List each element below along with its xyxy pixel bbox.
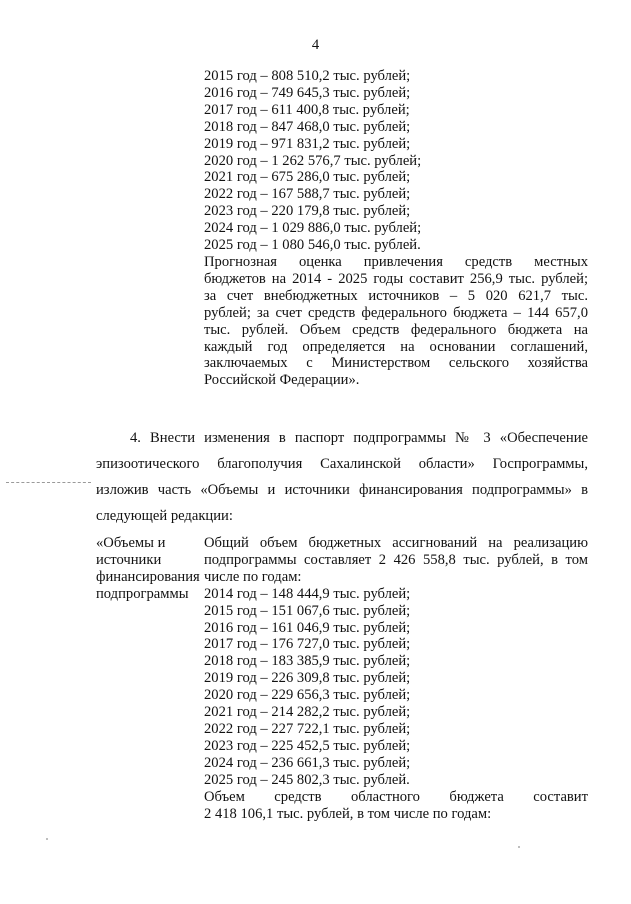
scan-dash-mark <box>6 482 91 483</box>
label-line: подпрограммы <box>96 585 189 602</box>
funding-years-block-b <box>204 535 588 822</box>
funding-years-block-a <box>204 68 588 389</box>
year-line: 2014 год – 148 444,9 тыс. рублей; <box>204 585 411 602</box>
year-line: 2023 год – 220 179,8 тыс. рублей; <box>204 203 411 220</box>
section-4-paragraph <box>96 425 588 529</box>
year-line: 2020 год – 229 656,3 тыс. рублей; <box>204 687 411 704</box>
year-line: 2022 год – 227 722,1 тыс. рублей; <box>204 720 411 737</box>
scan-speck <box>46 838 48 840</box>
intro-line: числе по годам: <box>204 568 302 585</box>
forecast-line: рублей; за счет средств федерального бюджета – 144 657,0 <box>204 304 588 321</box>
funding-label-column <box>96 535 206 603</box>
section-4-line: изложив часть «Объемы и источники финансирования подпрограммы» в <box>96 482 588 498</box>
forecast-line: заключаемых с Министерством сельского хозяйства <box>204 355 588 372</box>
year-line: 2019 год – 226 309,8 тыс. рублей; <box>204 670 411 687</box>
year-line: 2024 год – 236 661,3 тыс. рублей; <box>204 754 411 771</box>
forecast-line: каждый год определяется на основании соглашений, <box>204 338 588 355</box>
year-line: 2018 год – 847 468,0 тыс. рублей; <box>204 118 411 135</box>
year-line: 2025 год – 1 080 546,0 тыс. рублей. <box>204 237 421 254</box>
year-line: 2017 год – 611 400,8 тыс. рублей; <box>204 101 410 118</box>
forecast-line: за счет внебюджетных источников – 5 020 621,7 тыс. <box>204 287 588 304</box>
regional-line: Объем средств областного бюджета составит <box>204 788 588 805</box>
year-line: 2015 год – 808 510,2 тыс. рублей; <box>204 68 411 84</box>
year-line: 2023 год – 225 452,5 тыс. рублей; <box>204 737 411 754</box>
forecast-line: тыс. рублей. Объем средств федерального бюджета на <box>204 321 588 338</box>
forecast-line: бюджетов на 2014 - 2025 годы составит 256,9 тыс. рублей; <box>204 270 588 287</box>
forecast-line: Российской Федерации». <box>204 372 360 389</box>
intro-line: Общий объем бюджетных ассигнований на реализацию <box>204 535 588 551</box>
forecast-line: Прогнозная оценка привлечения средств местных <box>204 253 588 270</box>
year-line: 2018 год – 183 385,9 тыс. рублей; <box>204 653 411 670</box>
page-number: 4 <box>311 37 320 53</box>
section-4-line: эпизоотического благополучия Сахалинской области» Госпрограммы, <box>96 456 588 472</box>
year-line: 2015 год – 151 067,6 тыс. рублей; <box>204 602 411 619</box>
year-line: 2022 год – 167 588,7 тыс. рублей; <box>204 186 411 203</box>
scan-speck <box>518 846 520 848</box>
year-line: 2025 год – 245 802,3 тыс. рублей. <box>204 771 410 788</box>
year-line: 2024 год – 1 029 886,0 тыс. рублей; <box>204 220 422 237</box>
section-4-line: 4. Внести изменения в паспорт подпрограммы № 3 «Обеспечение <box>130 430 588 446</box>
year-line: 2019 год – 971 831,2 тыс. рублей; <box>204 135 411 152</box>
year-line: 2016 год – 161 046,9 тыс. рублей; <box>204 619 411 636</box>
section-4-line: следующей редакции: <box>96 508 233 524</box>
label-line: источники <box>96 551 162 568</box>
intro-line: подпрограммы составляет 2 426 558,8 тыс. рублей, в том <box>204 551 588 568</box>
regional-line: 2 418 106,1 тыс. рублей, в том числе по годам: <box>204 805 492 822</box>
year-line: 2016 год – 749 645,3 тыс. рублей; <box>204 84 411 101</box>
year-line: 2017 год – 176 727,0 тыс. рублей; <box>204 636 411 653</box>
year-line: 2021 год – 675 286,0 тыс. рублей; <box>204 169 411 186</box>
label-line: «Объемы и <box>96 535 166 551</box>
year-line: 2021 год – 214 282,2 тыс. рублей; <box>204 704 411 721</box>
year-line: 2020 год – 1 262 576,7 тыс. рублей; <box>204 152 422 169</box>
label-line: финансирования <box>96 568 200 585</box>
